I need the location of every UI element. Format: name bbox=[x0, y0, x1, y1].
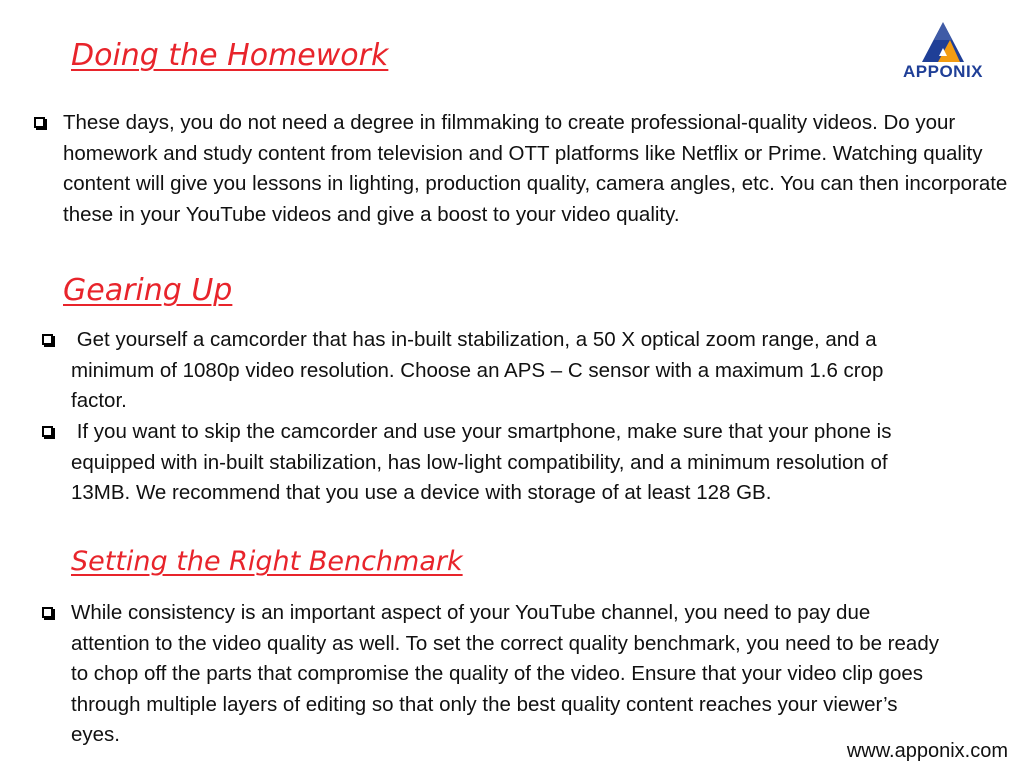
bullet-homework bbox=[34, 108, 1014, 230]
bullet-text: While consistency is an important aspect of your YouTube channel, you need to pay due attention to the video quality as well. To set the correct quality benchmark, you need to be ready to chop off the parts that compromise the quality of the video. Ensure that your video clip goes through multiple layers of editing so that only the best quality content reaches your viewer’s eyes. bbox=[71, 601, 939, 747]
apponix-logo bbox=[888, 18, 998, 88]
square-bullet-icon bbox=[34, 117, 45, 128]
bullet-benchmark bbox=[42, 598, 947, 751]
bullet-text: If you want to skip the camcorder and use your smartphone, make sure that your phone is equipped with in-built stabilization, has low-light compatibility, and a minimum resolution of 13MB. We recommend that you use a device with storage of at least 128 GB. bbox=[71, 420, 898, 505]
bullet-camcorder bbox=[42, 325, 922, 417]
section-heading-homework: Doing the Homework bbox=[71, 38, 389, 73]
section-heading-gearing-up: Gearing Up bbox=[63, 273, 233, 308]
apponix-triangle-logo-icon bbox=[888, 18, 998, 64]
bullet-smartphone bbox=[42, 417, 952, 509]
bullet-text: These days, you do not need a degree in filmmaking to create professional-quality videos. Do your homework and study content from television and OTT platforms like Netflix or Prime. Watching quality content will give you lessons in lighting, production quality, camera angles, etc. You can then incorporate these in your YouTube videos and give a boost to your video quality. bbox=[63, 111, 1008, 226]
footer-website-url: www.apponix.com bbox=[846, 740, 1008, 762]
bullet-text: Get yourself a camcorder that has in-built stabilization, a 50 X optical zoom range, and a minimum of 1080p video resolution. Choose an APS – C sensor with a maximum 1.6 crop factor. bbox=[71, 328, 890, 413]
square-bullet-icon bbox=[42, 334, 53, 345]
logo-text: APPONIX bbox=[902, 62, 984, 81]
section-heading-benchmark: Setting the Right Benchmark bbox=[71, 546, 463, 577]
square-bullet-icon bbox=[42, 607, 53, 618]
square-bullet-icon bbox=[42, 426, 53, 437]
